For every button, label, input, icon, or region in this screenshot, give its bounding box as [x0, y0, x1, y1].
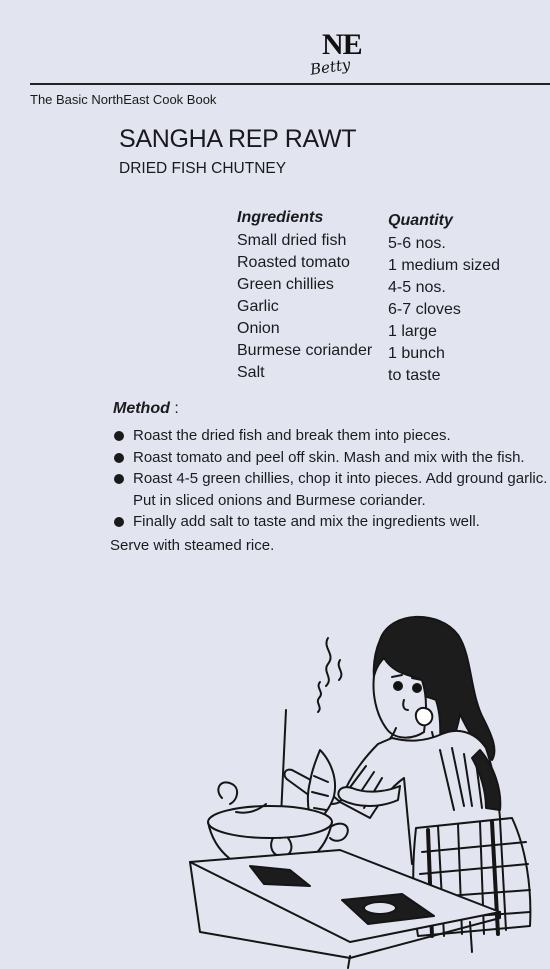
ingredient-quantity: to taste	[388, 367, 441, 384]
ingredient-name: Salt	[237, 364, 265, 381]
method-step-text: Roast tomato and peel off skin. Mash and mix with the fish.	[133, 448, 525, 466]
quantity-column	[388, 206, 500, 387]
ingredient-name: Garlic	[237, 298, 279, 315]
method-step-text: Roast the dried fish and break them into pieces.	[133, 427, 451, 444]
method-step-text: Roast 4-5 green chillies, chop it into pieces. Add ground garlic. Put in sliced onions and Burmese coriander.	[133, 470, 548, 509]
method-heading-text: Method	[113, 400, 170, 417]
method-step	[113, 468, 550, 511]
method-step	[113, 447, 550, 469]
method-step	[113, 511, 550, 533]
ingredient-quantity: 4-5 nos.	[388, 279, 446, 296]
ingredients-heading: Ingredients	[237, 209, 324, 226]
method-step-text: Finally add salt to taste and mix the ingredients well.	[133, 513, 480, 530]
method-steps	[113, 425, 550, 533]
steam-icon	[326, 638, 341, 686]
ingredient-quantity: 6-7 cloves	[388, 301, 461, 318]
recipe-title: SANGHA REP RAWT	[119, 125, 357, 153]
method-heading-colon: :	[169, 400, 179, 417]
method-heading	[113, 400, 179, 418]
ingredient-quantity: 1 medium sized	[388, 257, 501, 274]
ingredient-name: Green chillies	[237, 276, 334, 293]
bullet-icon	[114, 431, 124, 441]
bullet-icon	[114, 474, 124, 484]
bullet-icon	[114, 453, 124, 463]
bullet-icon	[114, 517, 124, 527]
header-divider	[30, 83, 550, 85]
ingredient-name: Roasted tomato	[237, 254, 350, 271]
ingredient-name: Burmese coriander	[237, 342, 373, 359]
recipe-subtitle: DRIED FISH CHUTNEY	[119, 160, 287, 177]
quantity-heading: Quantity	[388, 212, 453, 229]
ingredient-name: Onion	[237, 320, 280, 337]
cooking-woman-illustration	[170, 600, 550, 969]
book-title: The Basic NorthEast Cook Book	[30, 92, 217, 107]
ingredient-quantity: 1 large	[388, 323, 437, 340]
serving-note: Serve with steamed rice.	[110, 537, 275, 554]
ingredient-quantity: 1 bunch	[388, 345, 445, 362]
ingredient-quantity: 5-6 nos.	[388, 235, 446, 252]
logo-betty-text: Betty	[308, 55, 352, 79]
method-step	[113, 425, 550, 447]
logo-ne-text: NE	[322, 28, 362, 61]
ingredient-name: Small dried fish	[237, 232, 347, 249]
ingredients-column	[237, 206, 372, 384]
